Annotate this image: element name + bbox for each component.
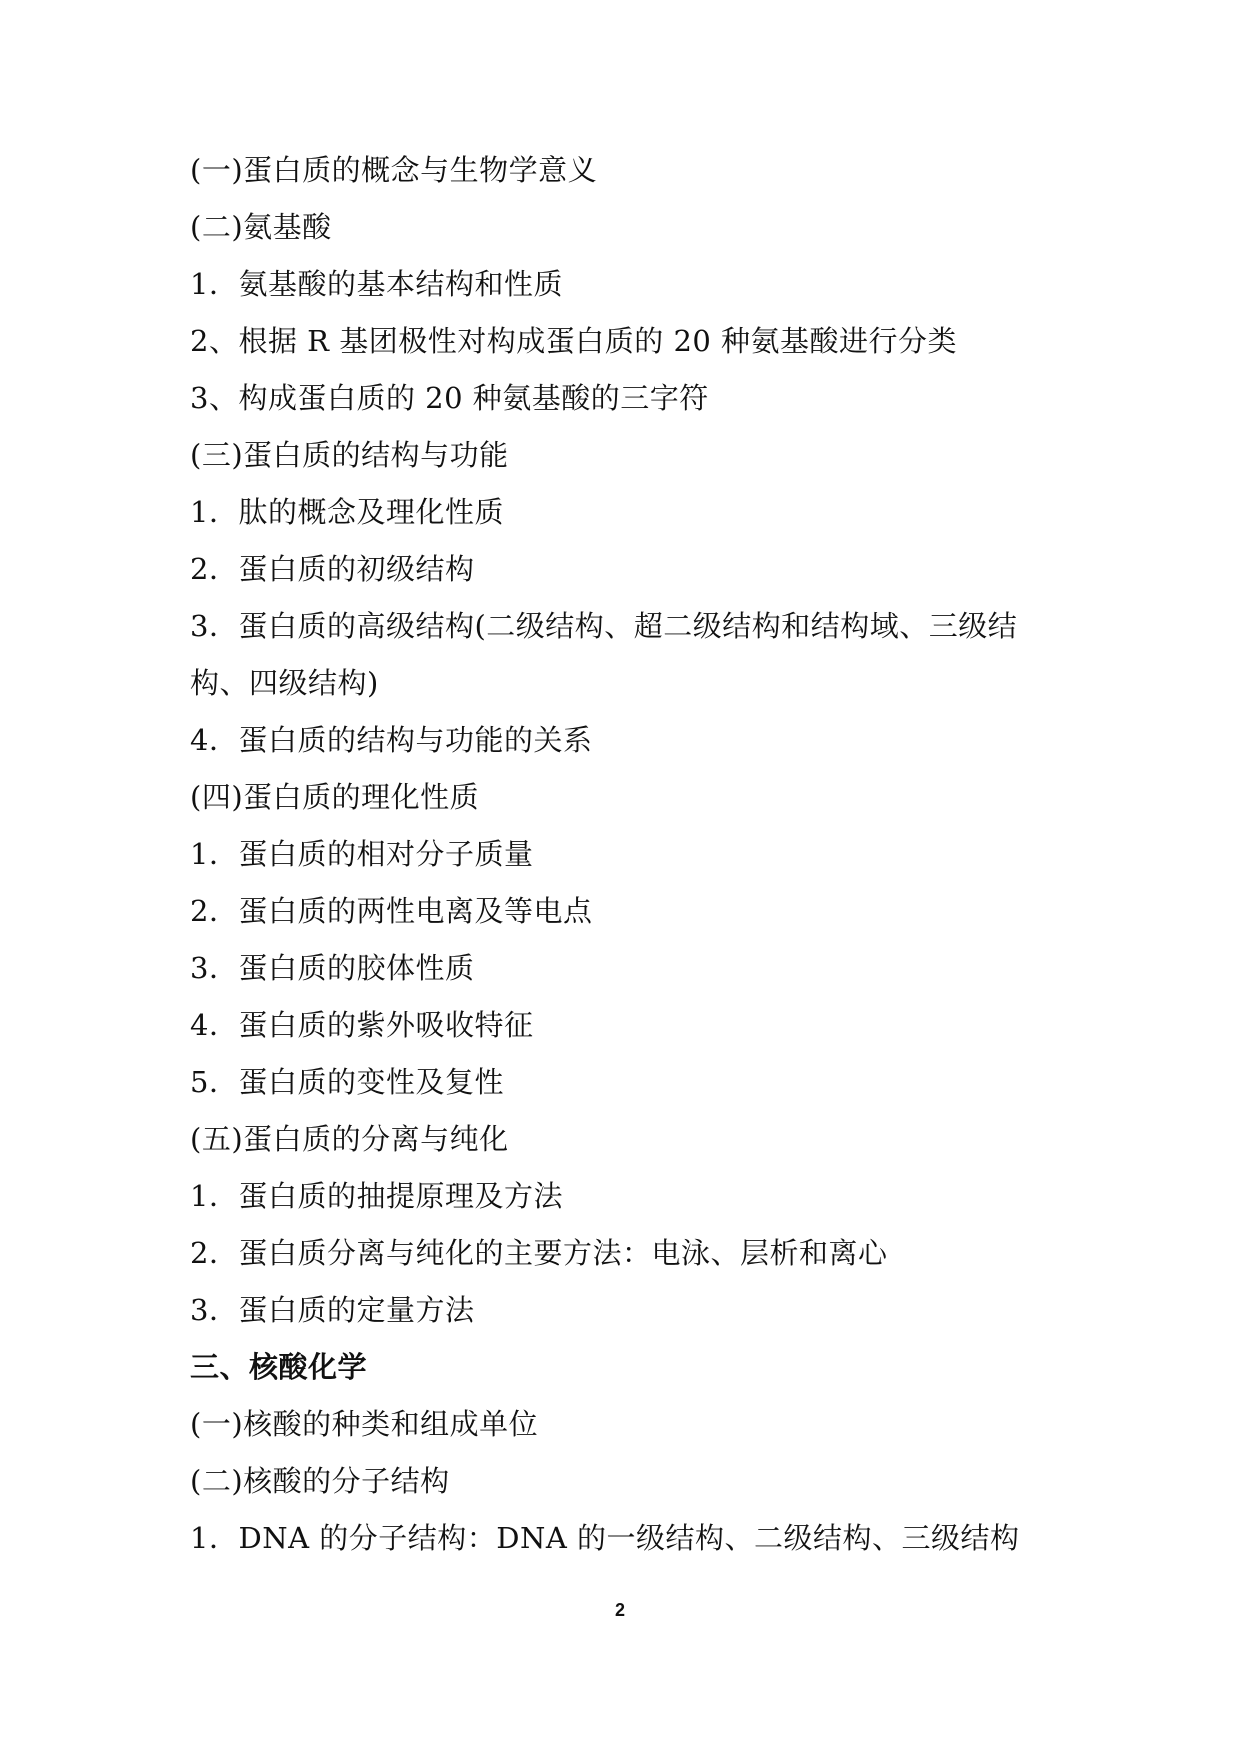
list-item: 3、构成蛋白质的 20 种氨基酸的三字符 xyxy=(190,381,709,415)
section-heading: (一)核酸的种类和组成单位 xyxy=(190,1407,539,1441)
list-item: 2．蛋白质分离与纯化的主要方法：电泳、层析和离心 xyxy=(190,1236,888,1270)
list-item: 4．蛋白质的结构与功能的关系 xyxy=(190,723,593,757)
list-item: 1．蛋白质的抽提原理及方法 xyxy=(190,1179,563,1213)
list-item-continuation: 构、四级结构) xyxy=(190,666,379,700)
list-item: 1．氨基酸的基本结构和性质 xyxy=(190,267,563,301)
list-item: 4．蛋白质的紫外吸收特征 xyxy=(190,1008,534,1042)
list-item: 1．DNA 的分子结构：DNA 的一级结构、二级结构、三级结构 xyxy=(190,1521,1020,1555)
page-number: 2 xyxy=(614,1600,625,1620)
section-heading: (三)蛋白质的结构与功能 xyxy=(190,438,509,472)
section-heading: (二)氨基酸 xyxy=(190,210,332,244)
list-item: 3．蛋白质的胶体性质 xyxy=(190,951,475,985)
section-heading: (二)核酸的分子结构 xyxy=(190,1464,450,1498)
list-item: 2、根据 R 基团极性对构成蛋白质的 20 种氨基酸进行分类 xyxy=(190,324,958,358)
list-item: 2．蛋白质的两性电离及等电点 xyxy=(190,894,593,928)
list-item: 5．蛋白质的变性及复性 xyxy=(190,1065,504,1099)
chapter-heading: 三、核酸化学 xyxy=(190,1350,368,1384)
list-item: 1．肽的概念及理化性质 xyxy=(190,495,504,529)
section-heading: (五)蛋白质的分离与纯化 xyxy=(190,1122,509,1156)
list-item: 1．蛋白质的相对分子质量 xyxy=(190,837,534,871)
section-heading: (四)蛋白质的理化性质 xyxy=(190,780,480,814)
page-content xyxy=(190,142,1070,1567)
list-item: 3．蛋白质的定量方法 xyxy=(190,1293,475,1327)
section-heading: (一)蛋白质的概念与生物学意义 xyxy=(190,153,598,187)
list-item: 3．蛋白质的高级结构(二级结构、超二级结构和结构域、三级结 xyxy=(190,609,1018,643)
list-item: 2．蛋白质的初级结构 xyxy=(190,552,475,586)
